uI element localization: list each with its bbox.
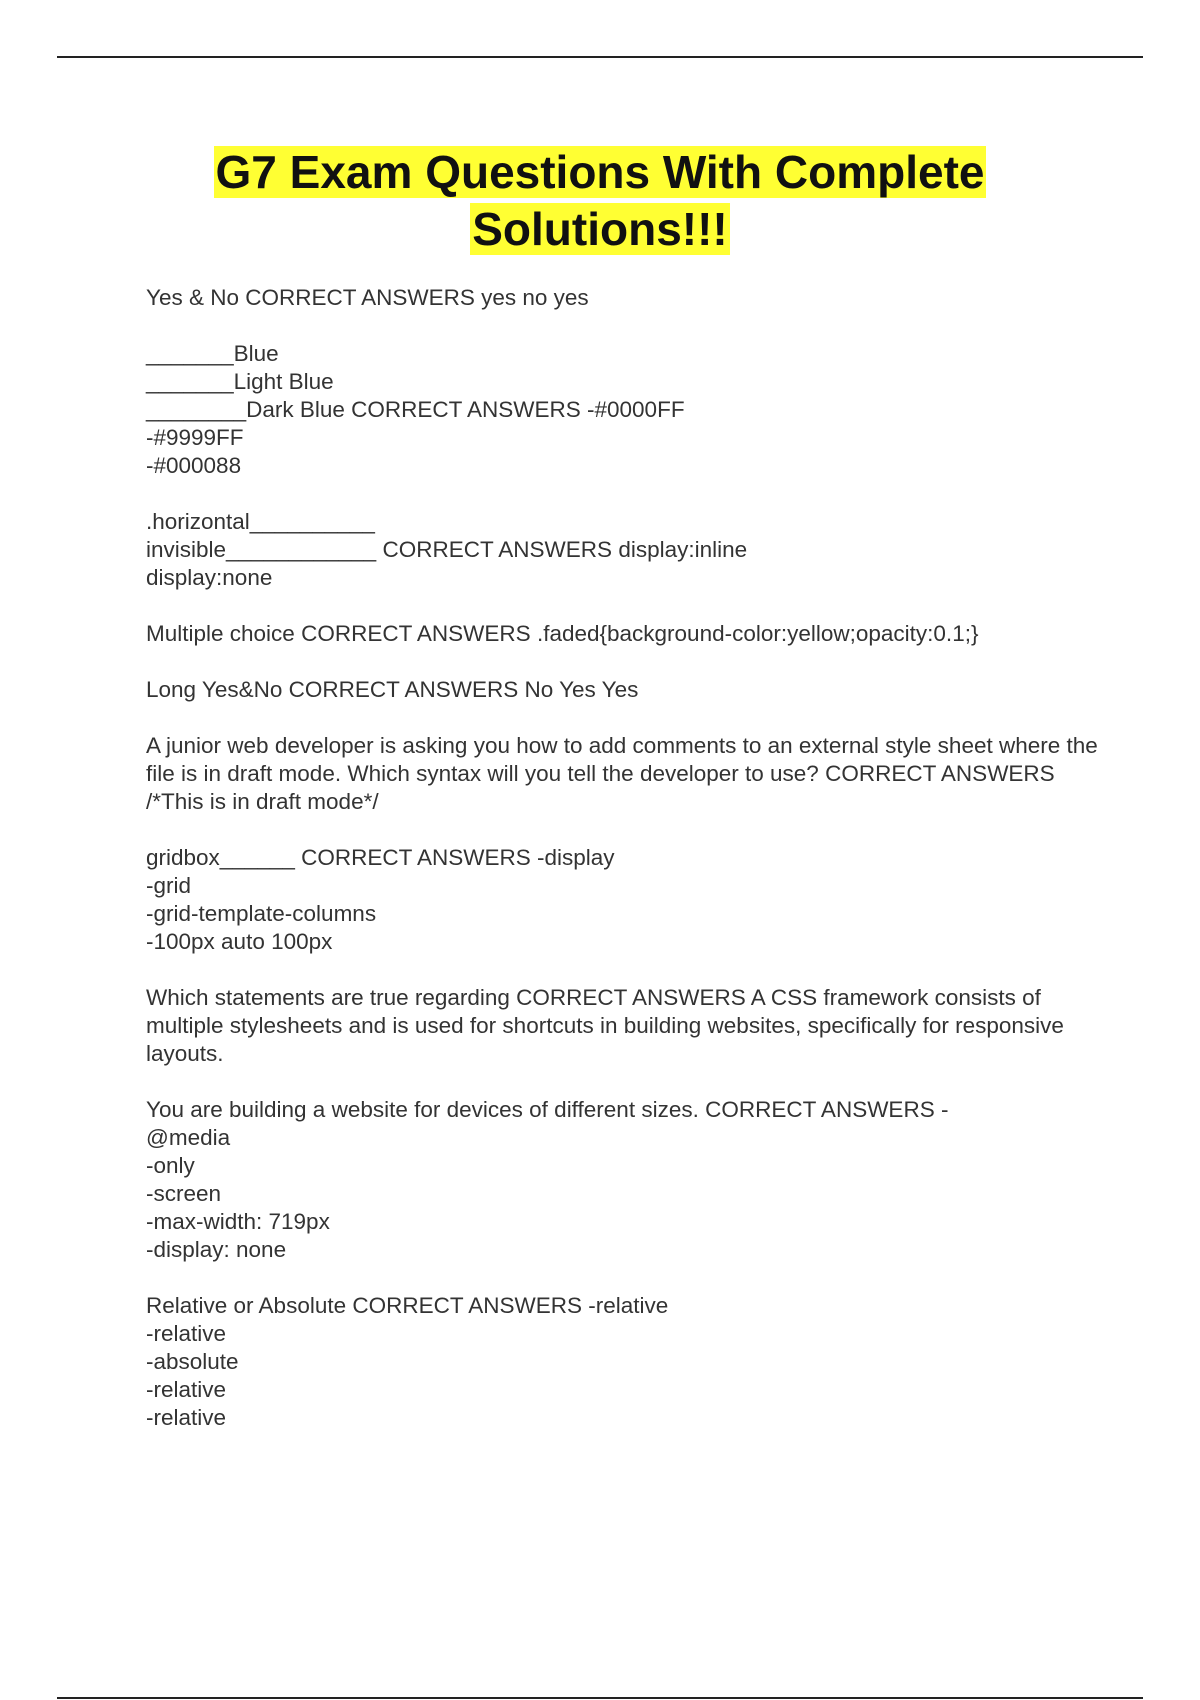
qa-line: Relative or Absolute CORRECT ANSWERS -relative [146,1293,669,1318]
qa-line: -only [146,1153,195,1178]
top-rule [57,56,1143,58]
qa-item [146,508,1106,592]
qa-line: -grid-template-columns [146,901,377,926]
qa-line: -absolute [146,1349,239,1374]
qa-line: -display: none [146,1237,287,1262]
qa-item [146,284,1106,312]
qa-line: display:none [146,565,273,590]
qa-line: @media [146,1125,231,1150]
qa-item [146,732,1106,816]
qa-item [146,844,1106,956]
qa-line: _______Blue [146,341,279,366]
qa-item [146,676,1106,704]
qa-line: -max-width: 719px [146,1209,330,1234]
qa-line: -relative [146,1405,227,1430]
qa-line: gridbox______ CORRECT ANSWERS -display [146,845,615,870]
qa-line: ________Dark Blue CORRECT ANSWERS -#0000FF [146,397,685,422]
qa-paragraph: Which statements are true regarding CORRECT ANSWERS A CSS framework consists of multiple stylesheets and is used for shortcuts in building websites, specifically for responsive layouts. [146,985,1064,1066]
qa-line: .horizontal__________ [146,509,375,534]
qa-paragraph: A junior web developer is asking you how to add comments to an external style sheet where the file is in draft mode. Which syntax will you tell the developer to use? CORRECT ANSWERS /*This is in draft mode*/ [146,733,1098,814]
qa-line: -grid [146,873,192,898]
title-line-1: G7 Exam Questions With Complete [215,146,985,198]
qa-item [146,1096,1106,1264]
qa-item [146,1292,1106,1432]
qa-line: You are building a website for devices of different sizes. CORRECT ANSWERS - [146,1097,949,1122]
qa-line: _______Light Blue [146,369,334,394]
qa-line: -screen [146,1181,222,1206]
page-title [100,144,1100,258]
qa-line: -#000088 [146,453,242,478]
qa-line: Long Yes&No CORRECT ANSWERS No Yes Yes [146,677,639,702]
title-line-2: Solutions!!! [472,203,728,255]
qa-line: Multiple choice CORRECT ANSWERS .faded{background-color:yellow;opacity:0.1;} [146,621,979,646]
bottom-rule [57,1697,1143,1699]
qa-line: -relative [146,1321,227,1346]
qa-item [146,340,1106,480]
qa-item [146,620,1106,648]
qa-line: -#9999FF [146,425,244,450]
qa-line: invisible____________ CORRECT ANSWERS display:inline [146,537,748,562]
qa-item [146,984,1106,1068]
qa-line: Yes & No CORRECT ANSWERS yes no yes [146,285,589,310]
qa-line: -relative [146,1377,227,1402]
qa-line: -100px auto 100px [146,929,333,954]
qa-content [146,284,1106,1460]
